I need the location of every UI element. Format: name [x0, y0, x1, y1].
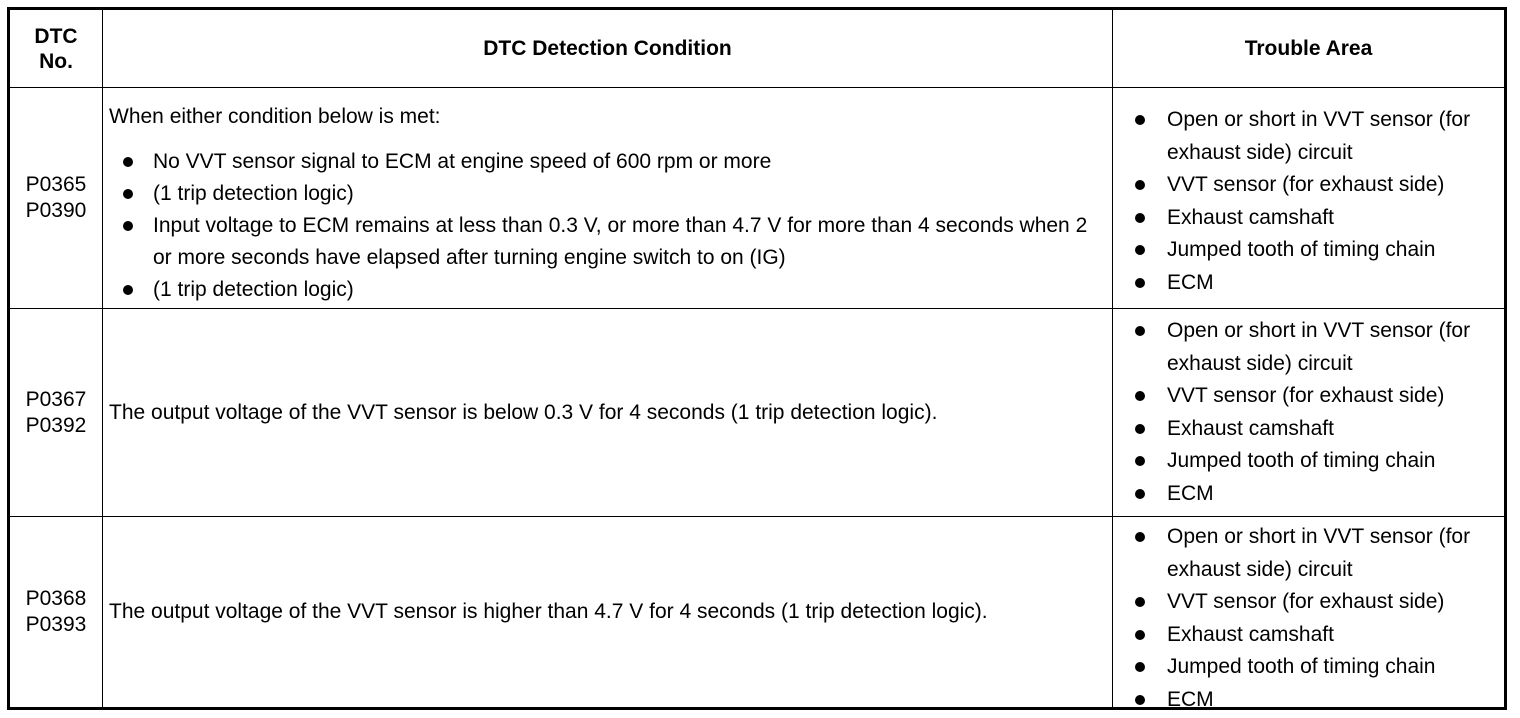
- table-row: [10, 517, 1504, 711]
- list-item: Input voltage to ECM remains at less than 0.3 V, or more than 4.7 V for more than 4 seconds when 2 or more seconds have elapsed after turning engine switch to on (IG): [123, 210, 1108, 274]
- dtc-code: P0392: [25, 413, 87, 437]
- bullet-icon: [1135, 532, 1145, 542]
- list-item: ECM: [1135, 478, 1505, 511]
- list-item: Open or short in VVT sensor (for exhaust side) circuit: [1135, 521, 1505, 586]
- dtc-codes: [26, 387, 87, 439]
- bullet-icon: [1135, 489, 1145, 499]
- bullet-icon: [123, 221, 133, 231]
- header-trouble-area: Trouble Area: [1244, 37, 1373, 60]
- list-item: Exhaust camshaft: [1135, 413, 1505, 446]
- list-item: Exhaust camshaft: [1135, 619, 1505, 652]
- list-item: VVT sensor (for exhaust side): [1135, 169, 1505, 202]
- dtc-code: P0365: [25, 173, 87, 196]
- list-item: (1 trip detection logic): [123, 274, 1108, 306]
- bullet-icon: [1135, 180, 1145, 190]
- table-row: [10, 88, 1504, 309]
- dtc-code: P0393: [25, 613, 87, 636]
- bullet-icon: [1135, 662, 1145, 672]
- table-row: [10, 309, 1504, 517]
- dtc-code: P0367: [25, 387, 87, 411]
- header-dtc-no: DTC No.: [34, 24, 78, 73]
- bullet-icon: [1135, 391, 1145, 401]
- bullet-icon: [123, 285, 133, 295]
- list-item: No VVT sensor signal to ECM at engine speed of 600 rpm or more: [123, 146, 1108, 178]
- list-item: Jumped tooth of timing chain: [1135, 445, 1505, 478]
- dtc-codes: [26, 586, 87, 638]
- condition-text: The output voltage of the VVT sensor is higher than 4.7 V for 4 seconds (1 trip detection logic).: [109, 600, 988, 623]
- list-item: VVT sensor (for exhaust side): [1135, 586, 1505, 619]
- list-item: (1 trip detection logic): [123, 178, 1108, 210]
- dtc-codes: [26, 172, 87, 224]
- bullet-icon: [1135, 597, 1145, 607]
- bullet-icon: [1135, 213, 1145, 223]
- list-item: ECM: [1135, 267, 1505, 300]
- bullet-icon: [1135, 115, 1145, 125]
- list-item: Open or short in VVT sensor (for exhaust side) circuit: [1135, 315, 1505, 380]
- bullet-icon: [1135, 456, 1145, 466]
- bullet-icon: [123, 157, 133, 167]
- list-item: VVT sensor (for exhaust side): [1135, 380, 1505, 413]
- list-item: Jumped tooth of timing chain: [1135, 234, 1505, 267]
- condition-list: [123, 146, 1108, 306]
- dtc-table: [7, 7, 1507, 710]
- trouble-list: [1135, 104, 1505, 299]
- list-item: ECM: [1135, 684, 1505, 717]
- trouble-list: [1135, 521, 1505, 716]
- dtc-code: P0390: [25, 199, 87, 222]
- header-row: [10, 10, 1504, 88]
- dtc-code: P0368: [25, 587, 87, 610]
- list-item: Exhaust camshaft: [1135, 202, 1505, 235]
- header-detection-condition: DTC Detection Condition: [483, 37, 732, 60]
- trouble-list: [1135, 315, 1505, 510]
- condition-intro: When either condition below is met:: [109, 105, 441, 128]
- bullet-icon: [1135, 424, 1145, 434]
- bullet-icon: [1135, 245, 1145, 255]
- condition-text: The output voltage of the VVT sensor is below 0.3 V for 4 seconds (1 trip detection logic).: [109, 400, 938, 424]
- bullet-icon: [1135, 695, 1145, 705]
- bullet-icon: [1135, 630, 1145, 640]
- bullet-icon: [1135, 278, 1145, 288]
- bullet-icon: [123, 189, 133, 199]
- list-item: Jumped tooth of timing chain: [1135, 651, 1505, 684]
- bullet-icon: [1135, 326, 1145, 336]
- list-item: Open or short in VVT sensor (for exhaust side) circuit: [1135, 104, 1505, 169]
